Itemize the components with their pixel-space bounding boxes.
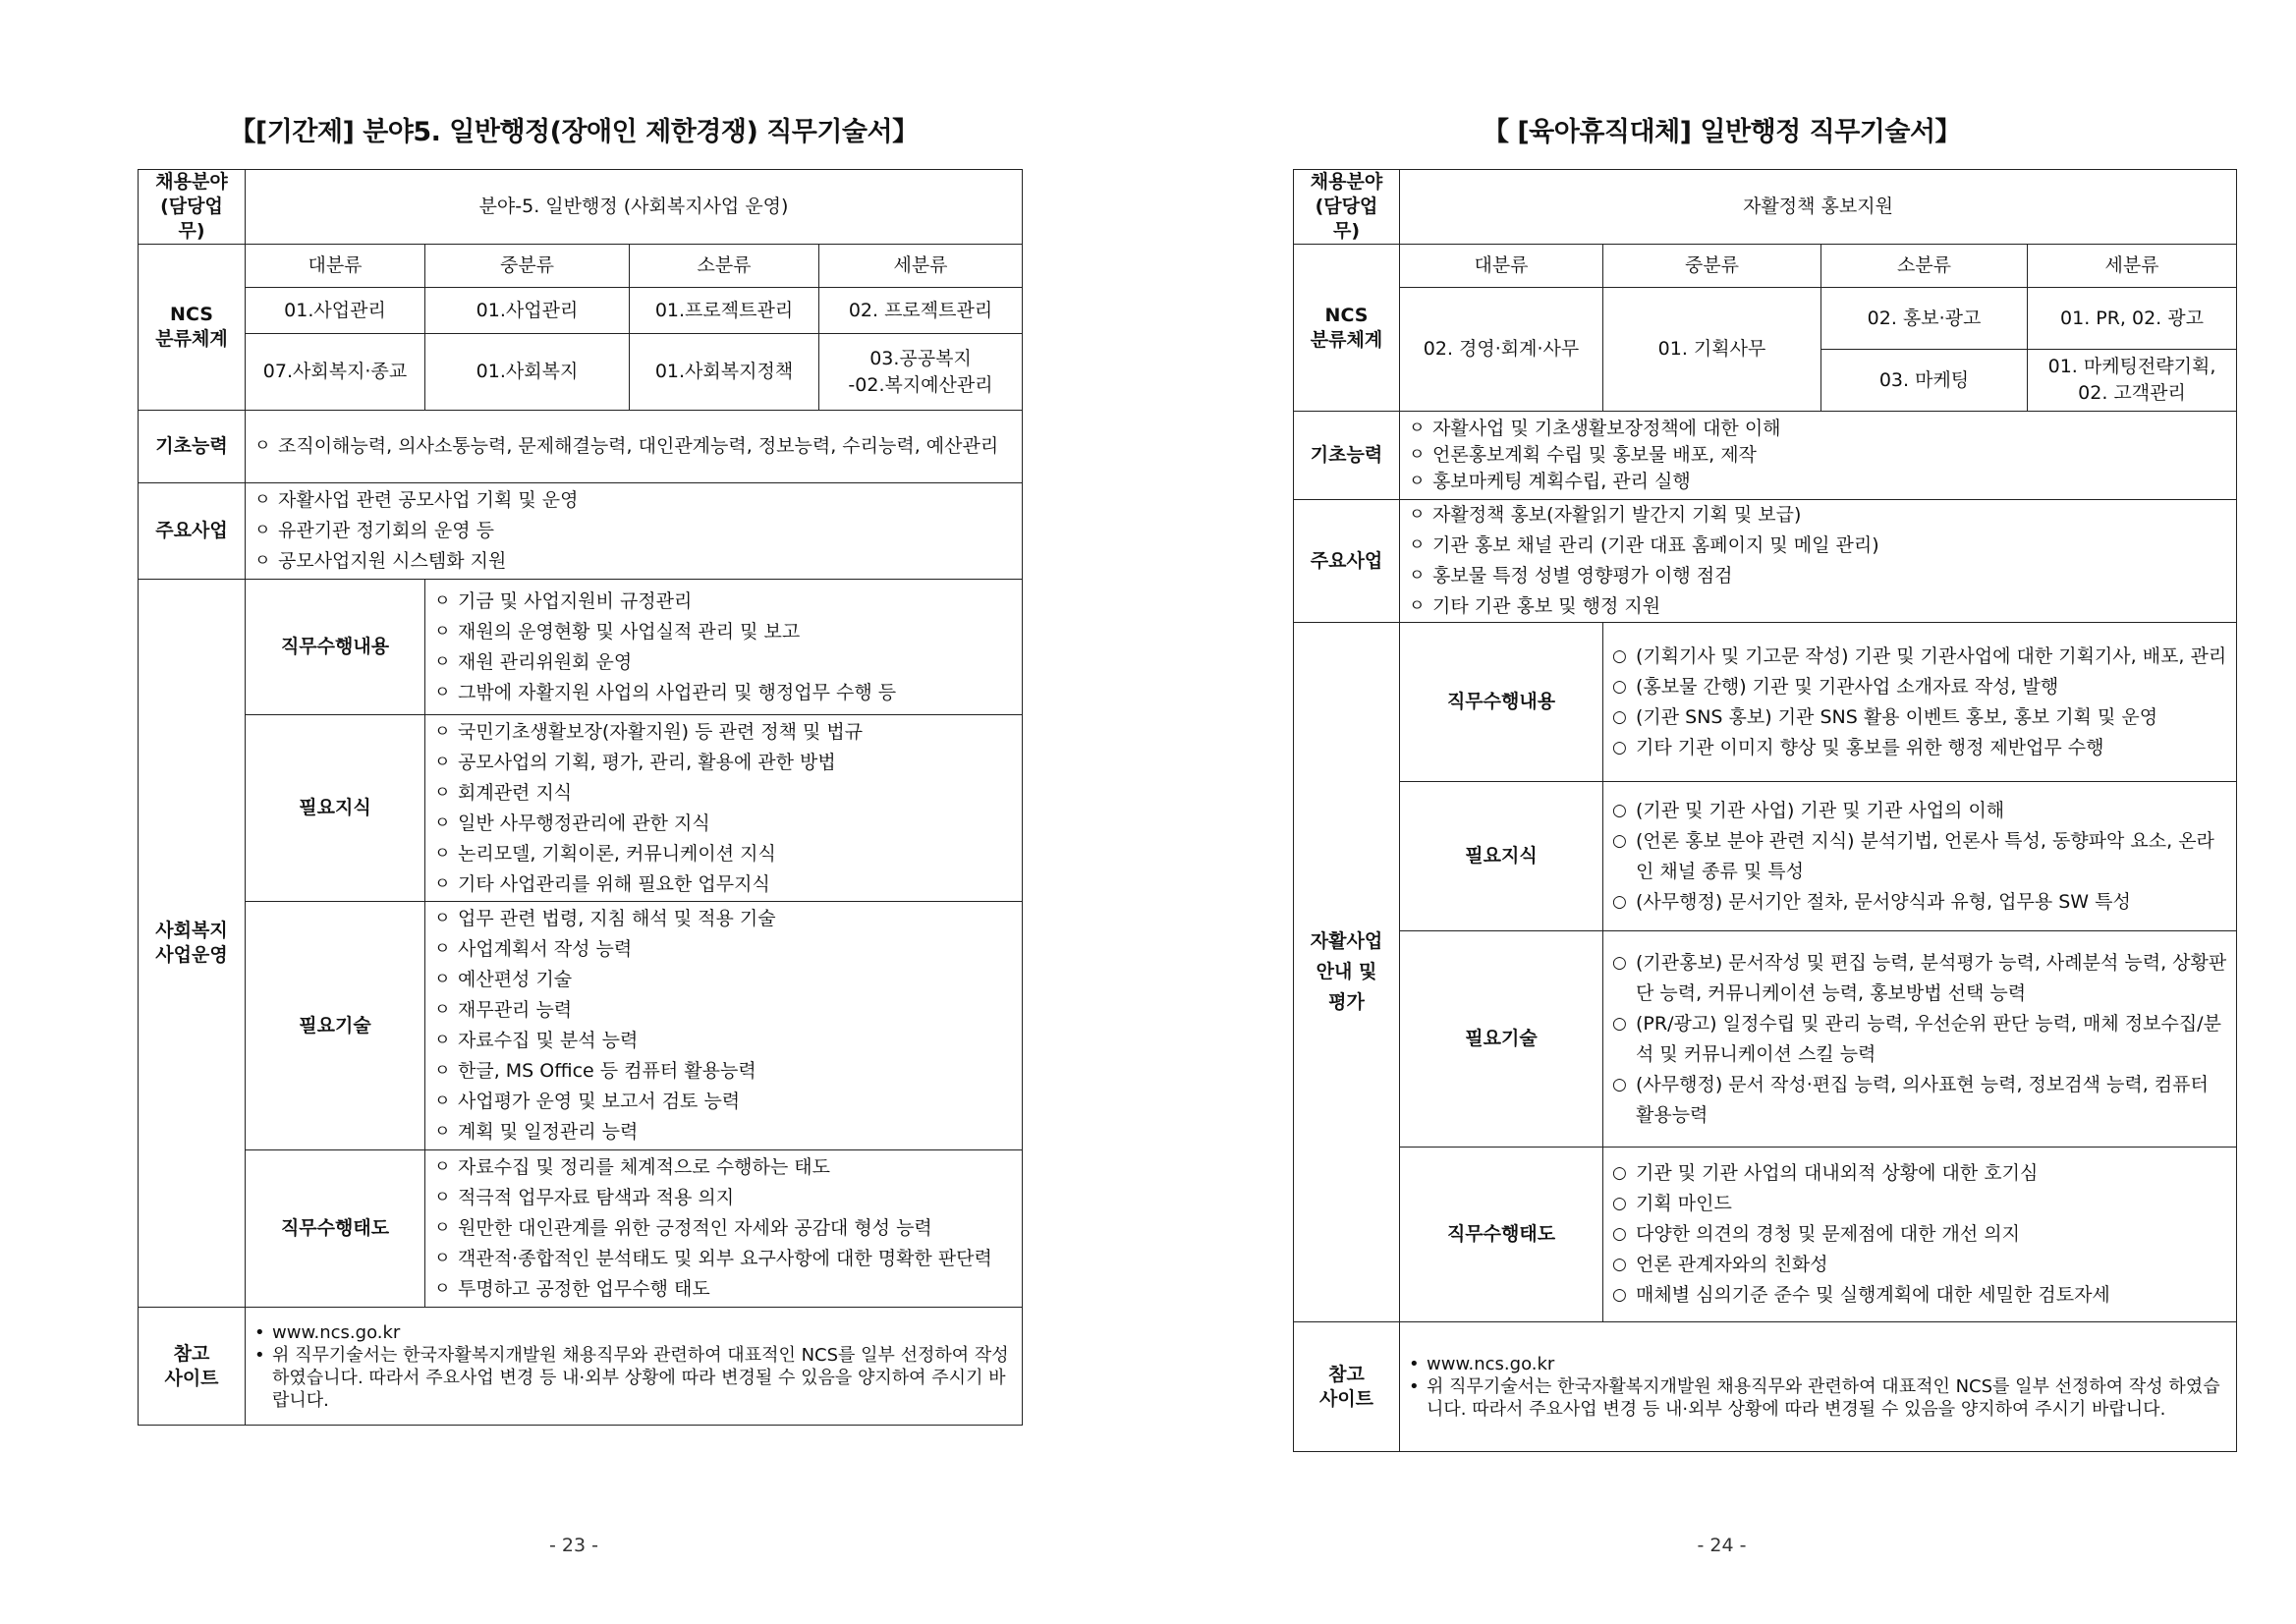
dot-icon: • [1409, 1354, 1420, 1374]
ncs-link[interactable]: www.ncs.go.kr [272, 1321, 401, 1343]
ncs-cell: 01.사회복지 [425, 334, 630, 411]
list-item: ○ 기관 및 기관 사업의 대내외적 상황에 대한 호기심 [1612, 1158, 2227, 1189]
ncs-cell: 01.프로젝트관리 [630, 288, 819, 334]
attitude-row [1294, 1148, 2237, 1322]
bullet-icon: ㅇ [434, 970, 451, 989]
bullet-icon: ㅇ [434, 1188, 451, 1207]
bullet-icon: ㅇ [434, 1122, 451, 1142]
list-item: ㅇ 적극적 업무자료 탐색과 적용 의지 [434, 1183, 1013, 1213]
ncs-cell: 01. PR, 02. 광고 [2028, 288, 2237, 350]
list-item: ㅇ 원만한 대인관계를 위한 긍정적인 자세와 공감대 형성 능력 [434, 1213, 1013, 1244]
circle-icon: ○ [1612, 891, 1627, 912]
circle-icon: ○ [1612, 1224, 1627, 1244]
cls-header-detail: 세분류 [819, 245, 1023, 288]
skill-label: 필요기술 [246, 902, 425, 1150]
field-label: 채용분야 (담당업무) [139, 170, 246, 245]
list-item: ○ 기타 기관 이미지 향상 및 홍보를 위한 행정 제반업무 수행 [1612, 733, 2227, 763]
list-item: ○ (기획기사 및 기고문 작성) 기관 및 기관사업에 대한 기획기사, 배포, 관리 [1612, 642, 2227, 672]
bullet-icon: ㅇ [1409, 419, 1426, 438]
bullet-icon: ㅇ [1409, 505, 1426, 525]
bullet-icon: ㅇ [434, 651, 451, 672]
list-item: ㅇ 기타 기관 홍보 및 행정 지원 [1409, 591, 2227, 622]
list-item: ㅇ 재원의 운영현황 및 사업실적 관리 및 보고 [434, 617, 1013, 647]
skill-list [425, 902, 1023, 1150]
attitude-list [1603, 1148, 2237, 1322]
circle-icon: ○ [1612, 952, 1627, 973]
page-title: 【[기간제] 분야5. 일반행정(장애인 제한경쟁) 직무기술서】 [229, 117, 919, 147]
bullet-icon: ㅇ [434, 682, 451, 702]
list-item: ㅇ 기금 및 사업지원비 규정관리 [434, 587, 1013, 617]
list-item: ㅇ 계획 및 일정관리 능력 [434, 1117, 1013, 1148]
ncs-cell: 01.사회복지정책 [630, 334, 819, 411]
bullet-icon: ㅇ [434, 1061, 451, 1081]
cls-header-major: 대분류 [1400, 245, 1603, 288]
ncs-cell-middle: 01. 기획사무 [1603, 288, 1821, 412]
list-item [1409, 1353, 2227, 1375]
duty-list [425, 580, 1023, 715]
duty-label: 직무수행내용 [1400, 623, 1603, 782]
field-value: 자활정책 홍보지원 [1400, 170, 2237, 245]
ncs-row-2 [139, 334, 1023, 411]
skill-row [139, 902, 1023, 1150]
bullet-icon: ㅇ [434, 590, 451, 611]
list-item: ㅇ 유관기관 정기회의 운영 등 [254, 516, 1013, 546]
bullet-icon: ㅇ [434, 1157, 451, 1177]
list-item: ○ (언론 홍보 분야 관련 지식) 분석기법, 언론사 특성, 동향파악 요소, 온라인 채널 종류 및 특성 [1612, 826, 2227, 887]
bullet-icon: ㅇ [1409, 566, 1426, 586]
list-item: ㅇ 자료수집 및 분석 능력 [434, 1026, 1013, 1056]
bullet-icon: ㅇ [434, 752, 451, 772]
ncs-cell: 02. 프로젝트관리 [819, 288, 1023, 334]
attitude-label: 직무수행태도 [1400, 1148, 1603, 1322]
list-item: ㅇ 기타 사업관리를 위해 필요한 업무지식 [434, 869, 1013, 900]
list-item: ㅇ 공모사업지원 시스템화 지원 [254, 546, 1013, 577]
ncs-cell: 07.사회복지·종교 [246, 334, 425, 411]
list-item: ㅇ 국민기초생활보장(자활지원) 등 관련 정책 및 법규 [434, 717, 1013, 748]
basic-label: 기초능력 [1294, 412, 1400, 500]
circle-icon: ○ [1612, 645, 1627, 666]
cls-header-middle: 중분류 [1603, 245, 1821, 288]
ncs-cell: 03. 마케팅 [1821, 350, 2028, 412]
attitude-list [425, 1150, 1023, 1308]
knowledge-list [1603, 782, 2237, 931]
bullet-icon: ㅇ [254, 436, 271, 456]
ncs-row-1 [1294, 288, 2237, 350]
group-label: 사회복지 사업운영 [139, 580, 246, 1308]
page-title: 【 [육아휴직대체] 일반행정 직무기술서】 [1482, 117, 1962, 147]
page-number: - 24 - [1697, 1535, 1747, 1556]
field-row [139, 170, 1023, 245]
group-label: 자활사업 안내 및 평가 [1294, 623, 1400, 1322]
list-item: ○ 언론 관계자와의 친화성 [1612, 1250, 2227, 1280]
attitude-row [139, 1150, 1023, 1308]
circle-icon: ○ [1612, 737, 1627, 757]
ncs-header-row [139, 245, 1023, 288]
main-row [139, 483, 1023, 580]
list-item: ㅇ 홍보물 특정 성별 영향평가 이행 점검 [1409, 561, 2227, 591]
duty-row [1294, 623, 2237, 782]
list-item: ㅇ 회계관련 지식 [434, 778, 1013, 809]
bullet-icon: ㅇ [434, 1218, 451, 1238]
basic-row [1294, 412, 2237, 500]
circle-icon: ○ [1612, 800, 1627, 820]
duty-label: 직무수행내용 [246, 580, 425, 715]
list-item: ㅇ 예산편성 기술 [434, 965, 1013, 995]
attitude-label: 직무수행태도 [246, 1150, 425, 1308]
cls-header-minor: 소분류 [630, 245, 819, 288]
ncs-cell: 03.공공복지 -02.복지예산관리 [819, 334, 1023, 411]
dot-icon: • [1409, 1376, 1420, 1397]
bullet-icon: ㅇ [434, 909, 451, 928]
cls-header-detail: 세분류 [2028, 245, 2237, 288]
reference-row [1294, 1322, 2237, 1452]
cls-header-major: 대분류 [246, 245, 425, 288]
duty-list [1603, 623, 2237, 782]
list-item: ㅇ 재무관리 능력 [434, 995, 1013, 1026]
bullet-icon: ㅇ [1409, 596, 1426, 616]
bullet-icon: ㅇ [434, 1279, 451, 1299]
basic-row [139, 411, 1023, 483]
ncs-cell: 01.사업관리 [246, 288, 425, 334]
list-item: ㅇ 언론홍보계획 수립 및 홍보물 배포, 제작 [1409, 442, 2227, 469]
circle-icon: ○ [1612, 1194, 1627, 1213]
circle-icon: ○ [1612, 1255, 1627, 1274]
bullet-icon: ㅇ [434, 782, 451, 803]
list-item: ○ 기획 마인드 [1612, 1189, 2227, 1219]
ref-list [246, 1308, 1023, 1426]
list-item: ○ (사무행정) 문서 작성·편집 능력, 의사표현 능력, 정보검색 능력, 컴퓨터 활용능력 [1612, 1070, 2227, 1131]
bullet-icon: ㅇ [434, 939, 451, 959]
bullet-icon: ㅇ [1409, 535, 1426, 555]
list-item: ○ (홍보물 간행) 기관 및 기관사업 소개자료 작성, 발행 [1612, 672, 2227, 702]
page-right [1148, 0, 2296, 1624]
list-item: ㅇ 업무 관련 법령, 지침 해석 및 적용 기술 [434, 904, 1013, 934]
ncs-cell: 01.사업관리 [425, 288, 630, 334]
bullet-icon: ㅇ [434, 621, 451, 642]
list-item: ○ (PR/광고) 일정수립 및 관리 능력, 우선순위 판단 능력, 매체 정보수집/분석 및 커뮤니케이션 스킬 능력 [1612, 1009, 2227, 1070]
ref-label: 참고 사이트 [1294, 1322, 1400, 1452]
list-item: ㅇ 사업평가 운영 및 보고서 검토 능력 [434, 1087, 1013, 1117]
duty-row [139, 580, 1023, 715]
bullet-icon: ㅇ [1409, 472, 1426, 491]
bullet-icon: ㅇ [434, 1092, 451, 1111]
bullet-icon: ㅇ [254, 551, 271, 571]
list-item: ㅇ 논리모델, 기획이론, 커뮤니케이션 지식 [434, 839, 1013, 869]
list-item: ㅇ 자활정책 홍보(자활읽기 발간지 기획 및 보급) [1409, 500, 2227, 531]
main-list [246, 483, 1023, 580]
list-item: ㅇ 사업계획서 작성 능력 [434, 934, 1013, 965]
main-list [1400, 500, 2237, 623]
ncs-cell-major: 02. 경영·회계·사무 [1400, 288, 1603, 412]
list-item: ㅇ 자활사업 관련 공모사업 기획 및 운영 [254, 485, 1013, 516]
bullet-icon: ㅇ [1409, 445, 1426, 465]
bullet-icon: ㅇ [254, 521, 271, 540]
cls-header-minor: 소분류 [1821, 245, 2028, 288]
list-item: ○ 매체별 심의기준 준수 및 실행계획에 대한 세밀한 검토자세 [1612, 1280, 2227, 1311]
circle-icon: ○ [1612, 830, 1627, 851]
list-item: ○ (사무행정) 문서기안 절차, 문서양식과 유형, 업무용 SW 특성 [1612, 887, 2227, 918]
main-row [1294, 500, 2237, 623]
cls-header-middle: 중분류 [425, 245, 630, 288]
list-item: ㅇ 투명하고 공정한 업무수행 태도 [434, 1274, 1013, 1305]
main-label: 주요사업 [1294, 500, 1400, 623]
list-item: • 위 직무기술서는 한국자활복지개발원 채용직무와 관련하여 대표적인 NCS를 일부 선정하여 작성 하였습니다. 따라서 주요사업 변경 등 내·외부 상황에 따라 변경될 수 있음을 양지하여 주시기 바랍니다. [254, 1344, 1009, 1411]
list-item: ○ (기관 및 기관 사업) 기관 및 기관 사업의 이해 [1612, 796, 2227, 826]
list-item: ㅇ 그밖에 자활지원 사업의 사업관리 및 행정업무 수행 등 [434, 678, 1013, 708]
list-item: ㅇ 기관 홍보 채널 관리 (기관 대표 홈페이지 및 메일 관리) [1409, 531, 2227, 561]
knowledge-list [425, 715, 1023, 902]
list-item: ○ (기관 SNS 홍보) 기관 SNS 활용 이벤트 홍보, 홍보 기획 및 운영 [1612, 702, 2227, 733]
list-item: ㅇ 자료수집 및 정리를 체계적으로 수행하는 태도 [434, 1152, 1013, 1183]
list-item: ㅇ 조직이해능력, 의사소통능력, 문제해결능력, 대인관계능력, 정보능력, 수리능력, 예산관리 [254, 431, 1013, 462]
list-item: • 위 직무기술서는 한국자활복지개발원 채용직무와 관련하여 대표적인 NCS를 일부 선정하여 작성 하였습니다. 따라서 주요사업 변경 등 내·외부 상황에 따라 변경될 수 있음을 양지하여 주시기 바랍니다. [1409, 1376, 2220, 1420]
list-item: ㅇ 자활사업 및 기초생활보장정책에 대한 이해 [1409, 416, 2227, 442]
ref-label: 참고 사이트 [139, 1308, 246, 1426]
job-description-table [1293, 169, 2237, 1452]
circle-icon: ○ [1612, 676, 1627, 697]
bullet-icon: ㅇ [434, 721, 451, 742]
knowledge-label: 필요지식 [1400, 782, 1603, 931]
ncs-label: NCS 분류체계 [139, 245, 246, 411]
list-item: ㅇ 공모사업의 기획, 평가, 관리, 활용에 관한 방법 [434, 748, 1013, 778]
knowledge-row [139, 715, 1023, 902]
ncs-link[interactable]: www.ncs.go.kr [1427, 1354, 1555, 1374]
circle-icon: ○ [1612, 1163, 1627, 1183]
dot-icon: • [254, 1321, 265, 1343]
list-item: ○ (기관홍보) 문서작성 및 편집 능력, 분석평가 능력, 사례분석 능력, 상황판단 능력, 커뮤니케이션 능력, 홍보방법 선택 능력 [1612, 948, 2227, 1009]
page-number: - 23 - [549, 1535, 598, 1556]
ncs-cell: 01. 마케팅전략기획, 02. 고객관리 [2028, 350, 2237, 412]
dot-icon: • [254, 1344, 265, 1366]
basic-label: 기초능력 [139, 411, 246, 483]
list-item: ㅇ 재원 관리위원회 운영 [434, 647, 1013, 678]
ncs-header-row [1294, 245, 2237, 288]
bullet-icon: ㅇ [434, 1000, 451, 1020]
reference-row [139, 1308, 1023, 1426]
ncs-row-1 [139, 288, 1023, 334]
knowledge-row [1294, 782, 2237, 931]
field-label: 채용분야 (담당업무) [1294, 170, 1400, 245]
field-value: 분야-5. 일반행정 (사회복지사업 운영) [246, 170, 1023, 245]
bullet-icon: ㅇ [434, 1031, 451, 1050]
ncs-label: NCS 분류체계 [1294, 245, 1400, 412]
knowledge-label: 필요지식 [246, 715, 425, 902]
bullet-icon: ㅇ [254, 490, 271, 510]
list-item: ㅇ 객관적·종합적인 분석태도 및 외부 요구사항에 대한 명확한 판단력 [434, 1244, 1013, 1274]
bullet-icon: ㅇ [434, 843, 451, 864]
skill-row [1294, 931, 2237, 1148]
bullet-icon: ㅇ [434, 873, 451, 894]
circle-icon: ○ [1612, 706, 1627, 727]
ref-list [1400, 1322, 2237, 1452]
main-label: 주요사업 [139, 483, 246, 580]
circle-icon: ○ [1612, 1074, 1627, 1094]
basic-list [1400, 412, 2237, 500]
skill-list [1603, 931, 2237, 1148]
list-item: ○ 다양한 의견의 경청 및 문제점에 대한 개선 의지 [1612, 1219, 2227, 1250]
circle-icon: ○ [1612, 1013, 1627, 1034]
basic-list [246, 411, 1023, 483]
ncs-cell: 02. 홍보·광고 [1821, 288, 2028, 350]
circle-icon: ○ [1612, 1285, 1627, 1305]
list-item: ㅇ 일반 사무행정관리에 관한 지식 [434, 809, 1013, 839]
bullet-icon: ㅇ [434, 1249, 451, 1268]
skill-label: 필요기술 [1400, 931, 1603, 1148]
list-item [254, 1321, 1013, 1344]
bullet-icon: ㅇ [434, 812, 451, 833]
list-item: ㅇ 한글, MS Office 등 컴퓨터 활용능력 [434, 1056, 1013, 1087]
list-item: ㅇ 홍보마케팅 계획수립, 관리 실행 [1409, 469, 2227, 495]
field-row [1294, 170, 2237, 245]
job-description-table [138, 169, 1023, 1426]
